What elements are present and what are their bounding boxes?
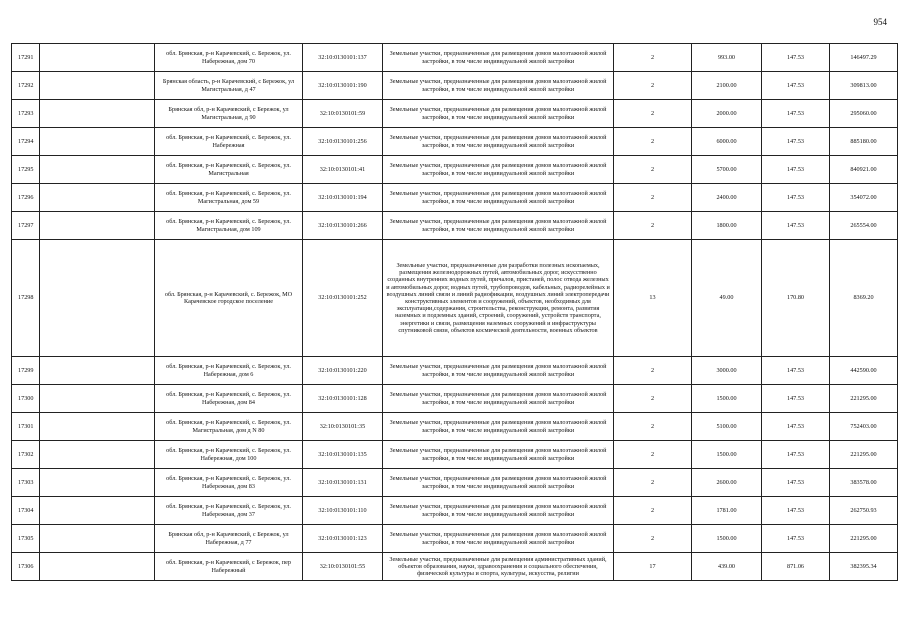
land-use-description: Земельные участки, предназначенные для размещения домов малоэтажной жилой застройки, в том числе индивидуальной жилой застройки xyxy=(383,525,614,553)
cadastral-value: 752403.00 xyxy=(830,413,898,441)
cadastral-number: 32:10:0130101:59 xyxy=(303,100,383,128)
cadastral-value: 221295.00 xyxy=(830,525,898,553)
area-value: 1500.00 xyxy=(692,525,762,553)
area-value: 2400.00 xyxy=(692,184,762,212)
group-number: 2 xyxy=(614,385,692,413)
blank-cell xyxy=(40,441,155,469)
land-use-description: Земельные участки, предназначенные для размещения домов малоэтажной жилой застройки, в том числе индивидуальной жилой застройки xyxy=(383,184,614,212)
specific-value: 170.80 xyxy=(762,240,830,357)
group-number: 2 xyxy=(614,212,692,240)
group-number: 2 xyxy=(614,525,692,553)
cadastral-value: 146497.29 xyxy=(830,44,898,72)
land-use-description: Земельные участки, предназначенные для разработки полезных ископаемых, размещения железнодорожных путей, автомобильных дорог, искусственно созданных внутренних водных путей, причалов, пристаней, полос отвода железных и автомобильных дорог, водных путей, трубопроводов, кабельных, радиорелейных и воздушных линий связи и линий радиофикации, воздушных линий электропередачи конструктивных элементов и сооружений, объектов, необходимых для эксплуатации,содержания, строительства, реконструкции, ремонта, развития наземных и подземных зданий, строений, сооружений, устройств транспорта, энергетики и связи, размещения наземных сооружений и инфраструктуры спутниковой связи, объектов космической деятельности, военных объектов xyxy=(383,240,614,357)
record-number: 17299 xyxy=(12,357,40,385)
table-row xyxy=(12,100,898,128)
table-row xyxy=(12,441,898,469)
address-cell: обл. Брянская, р-н Карачевский, с. Бережок, ул. Магистральная xyxy=(155,156,303,184)
group-number: 2 xyxy=(614,156,692,184)
table-row xyxy=(12,212,898,240)
address-cell: Брянская обл, р-н Карачевский, с Бережок, ул Магистральная, д 90 xyxy=(155,100,303,128)
page-number: 954 xyxy=(873,17,887,27)
record-number: 17296 xyxy=(12,184,40,212)
specific-value: 147.53 xyxy=(762,525,830,553)
cadastral-value: 309813.00 xyxy=(830,72,898,100)
cadastral-number: 32:10:0130101:135 xyxy=(303,441,383,469)
specific-value: 147.53 xyxy=(762,441,830,469)
specific-value: 871.06 xyxy=(762,553,830,581)
cadastral-value: 265554.00 xyxy=(830,212,898,240)
group-number: 2 xyxy=(614,413,692,441)
table-row xyxy=(12,184,898,212)
blank-cell xyxy=(40,357,155,385)
record-number: 17303 xyxy=(12,469,40,497)
record-number: 17292 xyxy=(12,72,40,100)
land-use-description: Земельные участки, предназначенные для размещения домов малоэтажной жилой застройки, в том числе индивидуальной жилой застройки xyxy=(383,156,614,184)
address-cell: Брянская обл, р-н Карачевский, с Бережок, ул Набережная, д 77 xyxy=(155,525,303,553)
area-value: 1500.00 xyxy=(692,441,762,469)
cadastral-value: 383578.00 xyxy=(830,469,898,497)
area-value: 49.00 xyxy=(692,240,762,357)
cadastral-value: 221295.00 xyxy=(830,441,898,469)
group-number: 2 xyxy=(614,72,692,100)
blank-cell xyxy=(40,413,155,441)
blank-cell xyxy=(40,184,155,212)
area-value: 2000.00 xyxy=(692,100,762,128)
group-number: 2 xyxy=(614,357,692,385)
address-cell: обл. Брянская, р-н Карачевский, с. Бережок, ул. Набережная, дом 6 xyxy=(155,357,303,385)
address-cell: обл. Брянская, р-н Карачевский, с. Бережок, ул. Набережная, дом 84 xyxy=(155,385,303,413)
group-number: 13 xyxy=(614,240,692,357)
cadastral-value: 8369.20 xyxy=(830,240,898,357)
specific-value: 147.53 xyxy=(762,212,830,240)
table-row xyxy=(12,240,898,357)
table-row xyxy=(12,44,898,72)
area-value: 439.00 xyxy=(692,553,762,581)
specific-value: 147.53 xyxy=(762,497,830,525)
record-number: 17304 xyxy=(12,497,40,525)
record-number: 17298 xyxy=(12,240,40,357)
registry-rows xyxy=(12,44,898,581)
specific-value: 147.53 xyxy=(762,385,830,413)
specific-value: 147.53 xyxy=(762,184,830,212)
area-value: 1781.00 xyxy=(692,497,762,525)
record-number: 17294 xyxy=(12,128,40,156)
blank-cell xyxy=(40,128,155,156)
land-use-description: Земельные участки, предназначенные для размещения домов малоэтажной жилой застройки, в том числе индивидуальной жилой застройки xyxy=(383,385,614,413)
area-value: 1500.00 xyxy=(692,385,762,413)
specific-value: 147.53 xyxy=(762,100,830,128)
land-use-description: Земельные участки, предназначенные для размещения домов малоэтажной жилой застройки, в том числе индивидуальной жилой застройки xyxy=(383,100,614,128)
address-cell: обл. Брянская, р-н Карачевский, с. Бережок, МО Карачевское городское поселение xyxy=(155,240,303,357)
cadastral-value: 442590.00 xyxy=(830,357,898,385)
record-number: 17295 xyxy=(12,156,40,184)
land-use-description: Земельные участки, предназначенные для размещения административных зданий, объектов образования, науки, здравоохранения и социального обеспечения, физической культуры и спорта, культуры, искусства, религии xyxy=(383,553,614,581)
group-number: 2 xyxy=(614,184,692,212)
land-use-description: Земельные участки, предназначенные для размещения домов малоэтажной жилой застройки, в том числе индивидуальной жилой застройки xyxy=(383,357,614,385)
blank-cell xyxy=(40,212,155,240)
cadastral-number: 32:10:0130101:137 xyxy=(303,44,383,72)
record-number: 17293 xyxy=(12,100,40,128)
address-cell: обл. Брянская, р-н Карачевский, с. Бережок, ул. Набережная, дом 100 xyxy=(155,441,303,469)
group-number: 2 xyxy=(614,497,692,525)
cadastral-number: 32:10:0130101:190 xyxy=(303,72,383,100)
address-cell: Брянская область, р-н Карачевский, с Бережок, ул Магистральная, д 47 xyxy=(155,72,303,100)
land-use-description: Земельные участки, предназначенные для размещения домов малоэтажной жилой застройки, в том числе индивидуальной жилой застройки xyxy=(383,72,614,100)
area-value: 1800.00 xyxy=(692,212,762,240)
record-number: 17301 xyxy=(12,413,40,441)
land-use-description: Земельные участки, предназначенные для размещения домов малоэтажной жилой застройки, в том числе индивидуальной жилой застройки xyxy=(383,44,614,72)
record-number: 17300 xyxy=(12,385,40,413)
address-cell: обл. Брянская, р-н Карачевский, с. Бережок, ул. Набережная, дом 70 xyxy=(155,44,303,72)
blank-cell xyxy=(40,497,155,525)
land-use-description: Земельные участки, предназначенные для размещения домов малоэтажной жилой застройки, в том числе индивидуальной жилой застройки xyxy=(383,128,614,156)
group-number: 17 xyxy=(614,553,692,581)
cadastral-value: 354072.00 xyxy=(830,184,898,212)
table-row xyxy=(12,553,898,581)
cadastral-value: 382395.34 xyxy=(830,553,898,581)
group-number: 2 xyxy=(614,44,692,72)
cadastral-value: 840921.00 xyxy=(830,156,898,184)
address-cell: обл. Брянская, р-н Карачевский, с. Бережок, ул. Магистральная, дом 109 xyxy=(155,212,303,240)
cadastral-number: 32:10:0130101:256 xyxy=(303,128,383,156)
table-row xyxy=(12,72,898,100)
specific-value: 147.53 xyxy=(762,128,830,156)
blank-cell xyxy=(40,525,155,553)
cadastral-number: 32:10:0130101:110 xyxy=(303,497,383,525)
blank-cell xyxy=(40,469,155,497)
specific-value: 147.53 xyxy=(762,156,830,184)
table-row xyxy=(12,413,898,441)
table-row xyxy=(12,469,898,497)
cadastral-number: 32:10:0130101:35 xyxy=(303,413,383,441)
record-number: 17306 xyxy=(12,553,40,581)
specific-value: 147.53 xyxy=(762,357,830,385)
blank-cell xyxy=(40,156,155,184)
area-value: 2600.00 xyxy=(692,469,762,497)
table-row xyxy=(12,128,898,156)
blank-cell xyxy=(40,44,155,72)
cadastral-number: 32:10:0130101:252 xyxy=(303,240,383,357)
record-number: 17297 xyxy=(12,212,40,240)
cadastral-number: 32:10:0130101:131 xyxy=(303,469,383,497)
table-row xyxy=(12,525,898,553)
area-value: 2100.00 xyxy=(692,72,762,100)
land-use-description: Земельные участки, предназначенные для размещения домов малоэтажной жилой застройки, в том числе индивидуальной жилой застройки xyxy=(383,212,614,240)
group-number: 2 xyxy=(614,128,692,156)
cadastral-value: 885180.00 xyxy=(830,128,898,156)
land-use-description: Земельные участки, предназначенные для размещения домов малоэтажной жилой застройки, в том числе индивидуальной жилой застройки xyxy=(383,497,614,525)
specific-value: 147.53 xyxy=(762,72,830,100)
area-value: 5700.00 xyxy=(692,156,762,184)
table-row xyxy=(12,156,898,184)
specific-value: 147.53 xyxy=(762,469,830,497)
blank-cell xyxy=(40,553,155,581)
address-cell: обл. Брянская, р-н Карачевский, с. Бережок, ул. Магистральная, дом 59 xyxy=(155,184,303,212)
cadastral-value: 262750.93 xyxy=(830,497,898,525)
address-cell: обл. Брянская, р-н Карачевский, с. Бережок, ул. Набережная, дом 37 xyxy=(155,497,303,525)
cadastral-number: 32:10:0130101:123 xyxy=(303,525,383,553)
address-cell: обл. Брянская, р-н Карачевский, с. Бережок, ул. Набережная xyxy=(155,128,303,156)
cadastral-number: 32:10:0130101:220 xyxy=(303,357,383,385)
cadastral-number: 32:10:0130101:55 xyxy=(303,553,383,581)
area-value: 5100.00 xyxy=(692,413,762,441)
record-number: 17291 xyxy=(12,44,40,72)
cadastral-value: 221295.00 xyxy=(830,385,898,413)
specific-value: 147.53 xyxy=(762,413,830,441)
address-cell: обл. Брянская, р-н Карачевский, с. Бережок, ул. Набережная, дом 83 xyxy=(155,469,303,497)
group-number: 2 xyxy=(614,441,692,469)
table-row xyxy=(12,497,898,525)
table-row xyxy=(12,357,898,385)
cadastral-number: 32:10:0130101:194 xyxy=(303,184,383,212)
land-use-description: Земельные участки, предназначенные для размещения домов малоэтажной жилой застройки, в том числе индивидуальной жилой застройки xyxy=(383,469,614,497)
cadastral-number: 32:10:0130101:41 xyxy=(303,156,383,184)
specific-value: 147.53 xyxy=(762,44,830,72)
group-number: 2 xyxy=(614,469,692,497)
registry-table xyxy=(11,43,898,581)
cadastral-number: 32:10:0130101:266 xyxy=(303,212,383,240)
area-value: 3000.00 xyxy=(692,357,762,385)
cadastral-number: 32:10:0130101:128 xyxy=(303,385,383,413)
land-use-description: Земельные участки, предназначенные для размещения домов малоэтажной жилой застройки, в том числе индивидуальной жилой застройки xyxy=(383,441,614,469)
record-number: 17302 xyxy=(12,441,40,469)
blank-cell xyxy=(40,240,155,357)
group-number: 2 xyxy=(614,100,692,128)
area-value: 993.00 xyxy=(692,44,762,72)
address-cell: обл. Брянская, р-н Карачевский, с Бережок, пер Набережный xyxy=(155,553,303,581)
blank-cell xyxy=(40,385,155,413)
area-value: 6000.00 xyxy=(692,128,762,156)
table-row xyxy=(12,385,898,413)
blank-cell xyxy=(40,100,155,128)
land-use-description: Земельные участки, предназначенные для размещения домов малоэтажной жилой застройки, в том числе индивидуальной жилой застройки xyxy=(383,413,614,441)
record-number: 17305 xyxy=(12,525,40,553)
cadastral-value: 295060.00 xyxy=(830,100,898,128)
blank-cell xyxy=(40,72,155,100)
address-cell: обл. Брянская, р-н Карачевский, с. Бережок, ул. Магистральная, дом д N 80 xyxy=(155,413,303,441)
